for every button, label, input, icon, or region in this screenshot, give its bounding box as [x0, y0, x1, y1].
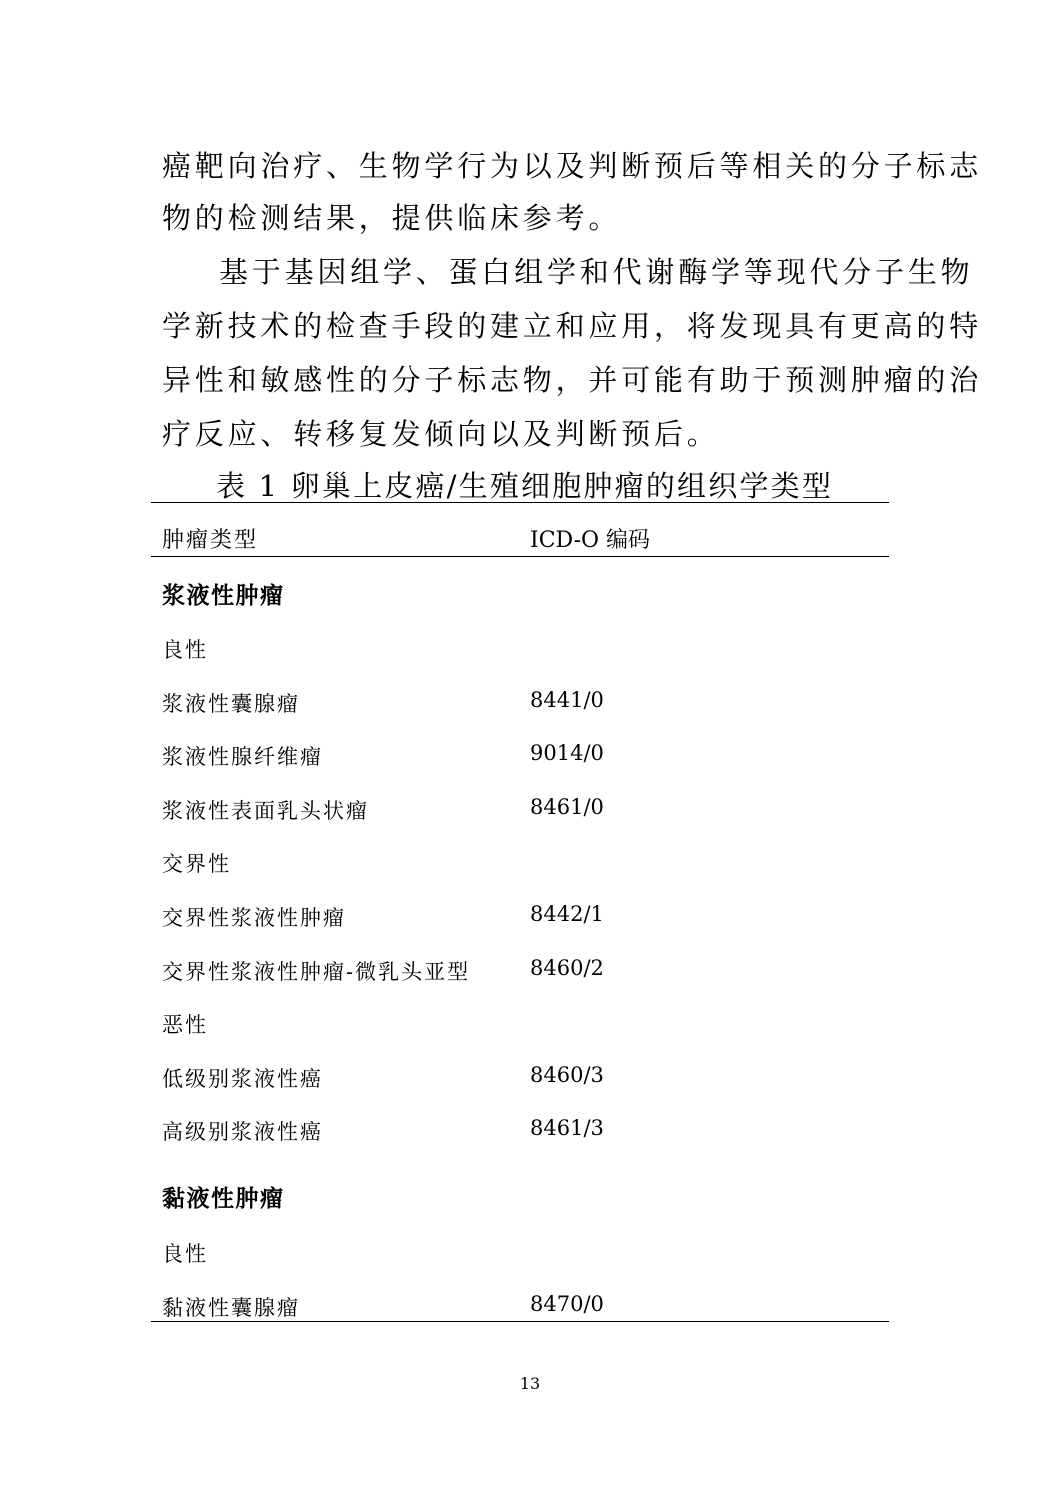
table-row-code: 9014/0	[530, 741, 604, 765]
table-row-name: 交界性浆液性肿瘤	[162, 906, 346, 930]
table-row-code: 8460/2	[530, 956, 604, 980]
table-row-code: 8461/3	[530, 1116, 604, 1140]
table-bottom-rule	[151, 1321, 889, 1322]
table-row-name: 浆液性腺纤维瘤	[162, 745, 323, 769]
paragraph-line: 疗反应、转移复发倾向以及判断预后。	[162, 417, 720, 451]
header-tumor-type: 肿瘤类型	[162, 528, 259, 553]
table-top-rule	[151, 502, 889, 503]
table-row-subgroup: 交界性	[162, 852, 231, 876]
table-row-name: 低级别浆液性癌	[162, 1067, 323, 1091]
table-row-subgroup: 良性	[162, 638, 208, 662]
table-row-category: 浆液性肿瘤	[162, 582, 285, 609]
page-number: 13	[519, 1374, 541, 1393]
table-row-name: 浆液性囊腺瘤	[162, 692, 300, 716]
table-row-code: 8460/3	[530, 1063, 604, 1087]
table-row-name: 高级别浆液性癌	[162, 1120, 323, 1144]
table-row-name: 交界性浆液性肿瘤-微乳头亚型	[162, 960, 471, 984]
paragraph-line: 基于基因组学、蛋白组学和代谢酶学等现代分子生物	[219, 255, 974, 289]
table-row-code: 8461/0	[530, 795, 604, 819]
paragraph-line: 物的检测结果，提供临床参考。	[162, 201, 622, 235]
table-row-name: 黏液性囊腺瘤	[162, 1296, 300, 1320]
paragraph-line: 学新技术的检查手段的建立和应用，将发现具有更高的特	[162, 309, 983, 343]
table-caption: 表 1 卵巢上皮癌/生殖细胞肿瘤的组织学类型	[216, 469, 834, 503]
table-row-code: 8442/1	[530, 902, 604, 926]
table-row-subgroup: 恶性	[162, 1013, 208, 1037]
table-row-code: 8470/0	[530, 1292, 604, 1316]
table-row-subgroup: 良性	[162, 1242, 208, 1266]
table-row-category: 黏液性肿瘤	[162, 1185, 285, 1212]
table-row-name: 浆液性表面乳头状瘤	[162, 799, 369, 823]
header-icd-code: ICD-O 编码	[530, 528, 651, 553]
table-header-rule	[151, 556, 889, 557]
paragraph-line: 癌靶向治疗、生物学行为以及判断预后等相关的分子标志	[162, 149, 983, 183]
table-row-code: 8441/0	[530, 688, 604, 712]
paragraph-line: 异性和敏感性的分子标志物，并可能有助于预测肿瘤的治	[162, 363, 983, 397]
